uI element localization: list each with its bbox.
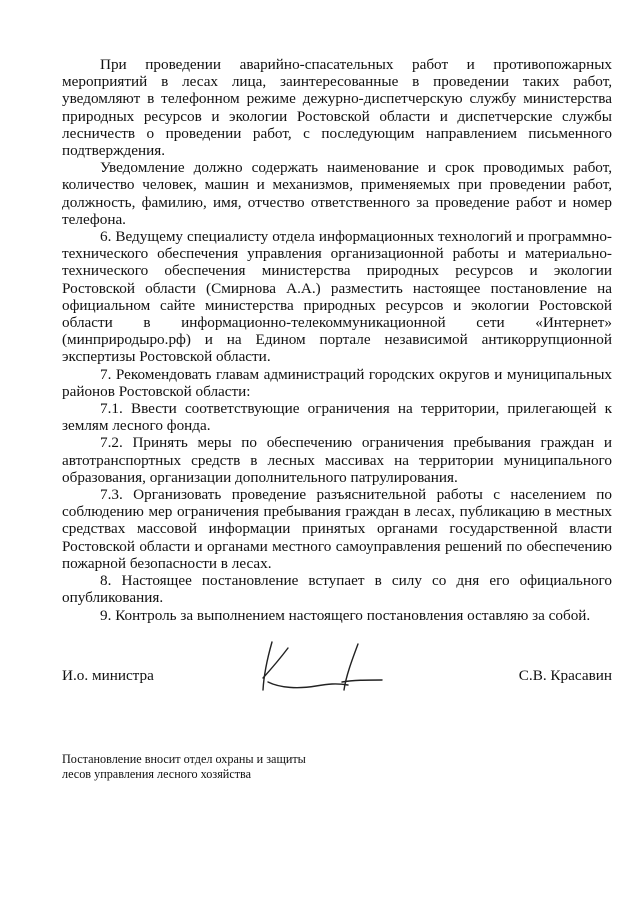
footer-note-line-2: лесов управления лесного хозяйства xyxy=(62,767,252,781)
paragraph-item-6: 6. Ведущему специалисту отдела информационных технологий и программно-технического обеспечения управления организационной работы и материально-технического обеспечения министерства природных ресурсов и экологии Ростовской области (Смирнова А.А.) разместить настоящее постановление на официальном сайте министерства природных ресурсов и экологии Ростовской области в информационно-телекоммуникационной сети «Интернет» (минприродыро.рф) и на Едином портале независимой антикоррупционной экспертизы Ростовской области. xyxy=(62,228,612,366)
paragraph-notification-procedure: При проведении аварийно-спасательных работ и противопожарных мероприятий в лесах лица, заинтересованные в проведении таких работ, уведомляют в телефонном режиме дежурно-диспетчерскую службу министерства природных ресурсов и экологии Ростовской области и диспетчерские службы лесничеств о проведении работ, с последующим направлением письменного подтверждения. xyxy=(62,56,612,160)
paragraph-item-7-2: 7.2. Принять меры по обеспечению ограничения пребывания граждан и автотранспортных средств в лесных массивах на территории муниципального образования, организации дополнительного патрулирования. xyxy=(62,434,612,486)
paragraph-notification-content: Уведомление должно содержать наименование и срок проводимых работ, количество человек, машин и механизмов, применяемых при проведении работ, должность, фамилию, имя, отчество ответственного за проведение работ и номер телефона. xyxy=(62,159,612,228)
document-body xyxy=(62,56,612,624)
signatory-name: С.В. Красавин xyxy=(518,667,612,684)
footer-note-line-1: Постановление вносит отдел охраны и защиты xyxy=(62,752,306,766)
footer-note xyxy=(62,752,362,782)
handwritten-signature xyxy=(258,638,388,698)
signature-row xyxy=(62,660,612,700)
paragraph-item-7: 7. Рекомендовать главам администраций городских округов и муниципальных районов Ростовской области: xyxy=(62,365,612,400)
paragraph-item-8: 8. Настоящее постановление вступает в силу со дня его официального опубликования. xyxy=(62,572,612,607)
signatory-title: И.о. министра xyxy=(62,667,154,684)
paragraph-item-7-1: 7.1. Ввести соответствующие ограничения на территории, прилегающей к землям лесного фонда. xyxy=(62,400,612,435)
paragraph-item-7-3: 7.3. Организовать проведение разъяснительной работы с населением по соблюдению мер ограничения пребывания граждан в лесах, публикацию в местных средствах массовой информации принятых органами государственной власти Ростовской области и органами местного самоуправления решений по обеспечению пожарной безопасности в лесах. xyxy=(62,486,612,572)
paragraph-item-9: 9. Контроль за выполнением настоящего постановления оставляю за собой. xyxy=(100,606,591,624)
